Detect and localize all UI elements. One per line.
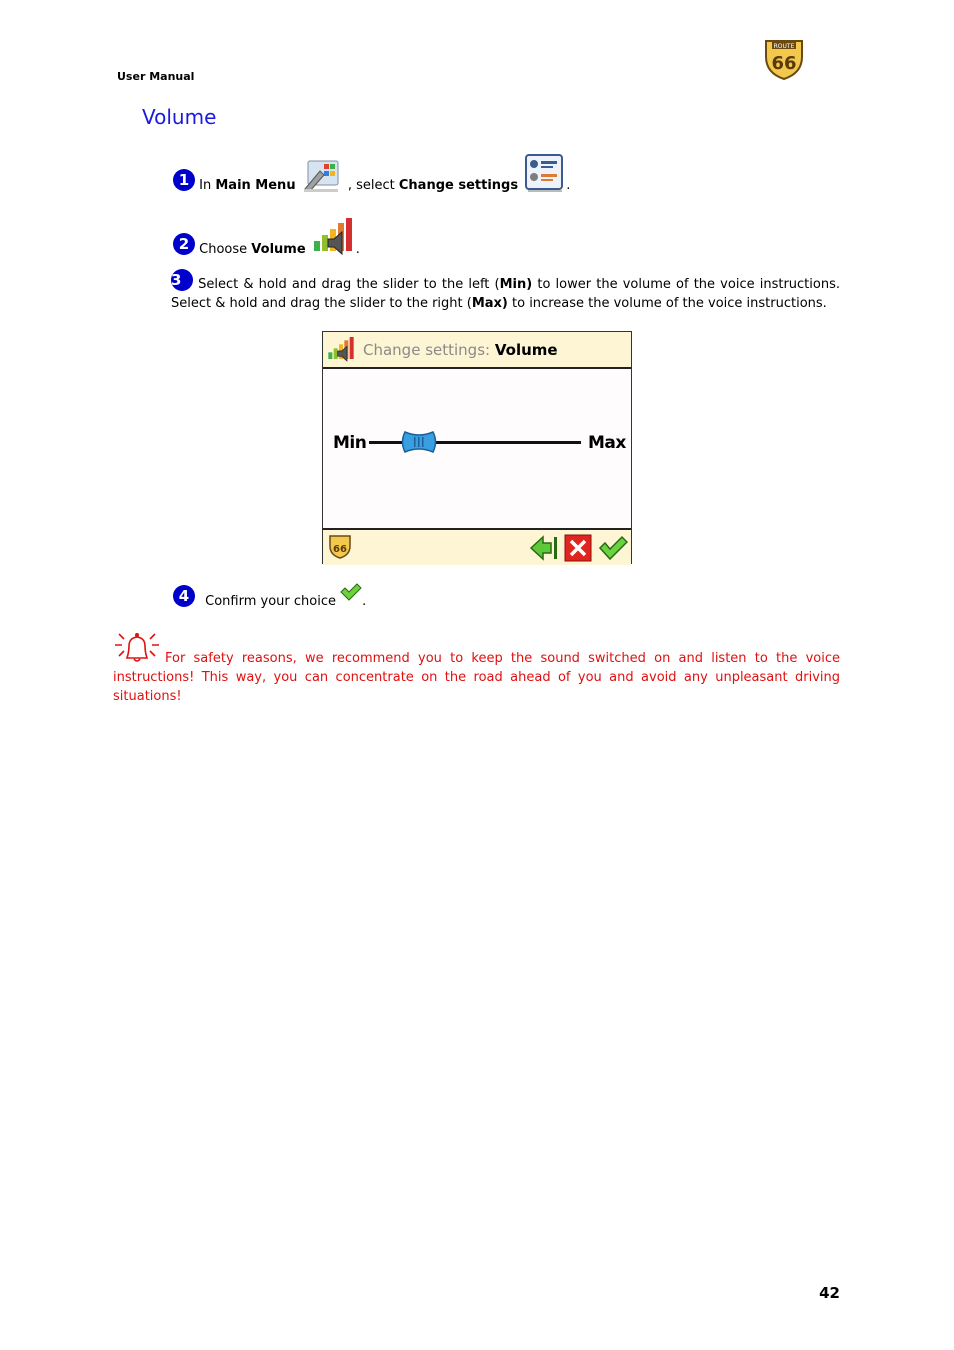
svg-text:ROUTE: ROUTE [773, 43, 795, 50]
slider-thumb[interactable] [400, 431, 438, 453]
step-3: 3 Select & hold and drag the slider to the left (Min) to lower the volume of the voice instructions. Select & hold and drag the slider to the right (Max) to increase the volume of the voice instructions. [171, 271, 840, 311]
volume-screen [322, 331, 632, 564]
step-number: 3 [171, 269, 193, 291]
screen-footer-bar [323, 528, 631, 565]
screen-title-bar [323, 332, 631, 369]
change-settings-icon [524, 153, 564, 193]
back-icon[interactable] [529, 534, 559, 566]
route66-logo [760, 35, 808, 83]
svg-text:66: 66 [333, 544, 347, 555]
svg-text:66: 66 [771, 53, 797, 74]
volume-icon [327, 336, 355, 366]
checkmark-icon [340, 583, 362, 601]
cancel-icon[interactable] [564, 534, 592, 566]
confirm-icon[interactable] [598, 534, 628, 566]
max-label: Max [588, 433, 626, 453]
running-header: User Manual [117, 70, 195, 83]
volume-icon [312, 217, 354, 255]
route66-logo [327, 534, 353, 564]
page-number: 42 [819, 1284, 840, 1302]
step-number: 1 [173, 169, 195, 191]
section-title: Volume [142, 105, 217, 129]
main-menu-icon [302, 159, 342, 193]
safety-warning: For safety reasons, we recommend you to keep the sound switched on and listen to the voice instructions! This way, you can concentrate on the road ahead of you and avoid any unpleasant driving situations! [113, 630, 840, 706]
screen-title: Change settings: Volume [363, 341, 558, 359]
min-label: Min [333, 433, 367, 453]
step-1: 1 In Main Menu , select Change settings . [173, 153, 843, 195]
step-number: 4 [173, 585, 195, 607]
step-number: 2 [173, 233, 195, 255]
step-4: 4 Confirm your choice . [173, 583, 843, 611]
alarm-bell-icon [113, 630, 161, 664]
step-2: 2 Choose Volume . [173, 217, 843, 259]
